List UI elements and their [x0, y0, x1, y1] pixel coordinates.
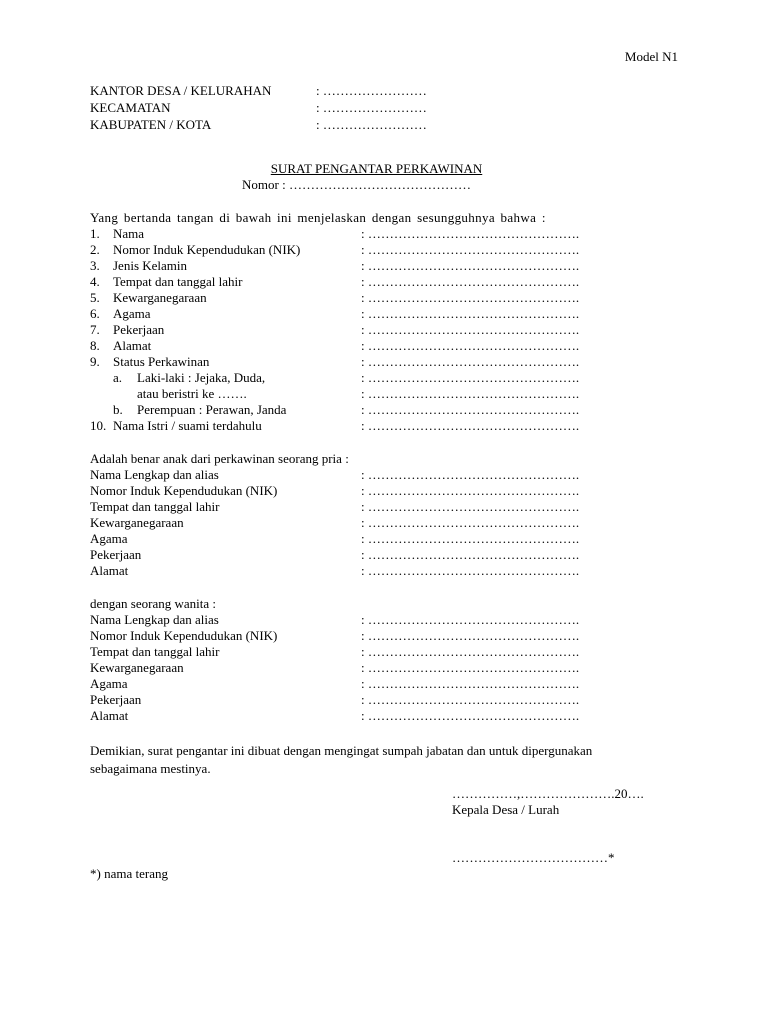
fill-dots: : …………………………………………. [361, 370, 580, 385]
father-intro: Adalah benar anak dari perkawinan seorang pria : [90, 451, 349, 466]
fill-dots: : …………………………………………. [361, 692, 580, 707]
field-label: Nama Lengkap dan alias [90, 612, 219, 627]
field-label: Kewarganegaraan [90, 515, 184, 530]
mother-intro: dengan seorang wanita : [90, 596, 216, 611]
header-value: : …………………… [316, 100, 427, 115]
fill-dots: : …………………………………………. [361, 226, 580, 241]
header-row-kantor [90, 82, 427, 99]
field-row [90, 531, 690, 547]
fill-dots: : …………………………………………. [361, 547, 580, 562]
place-date: ……………,………………….20…. [452, 786, 644, 801]
fill-dots: : …………………………………………. [361, 612, 580, 627]
closing-line: Demikian, surat pengantar ini dibuat dengan mengingat sumpah jabatan dan untuk dipergunakan [90, 743, 593, 758]
header-label: KABUPATEN / KOTA [90, 117, 212, 132]
item-label: Status Perkawinan [113, 354, 210, 369]
field-row [90, 499, 690, 515]
item-row [90, 226, 690, 242]
fill-dots: : …………………………………………. [361, 290, 580, 305]
field-label: Tempat dan tanggal lahir [90, 644, 220, 659]
field-row [90, 692, 690, 708]
field-row [90, 547, 690, 563]
field-label: Tempat dan tanggal lahir [90, 499, 220, 514]
header-row-kabupaten [90, 116, 427, 133]
item-row [90, 338, 690, 354]
mother-section [90, 596, 690, 724]
fill-dots: : …………………………………………. [361, 306, 580, 321]
fill-dots: : …………………………………………. [361, 386, 580, 401]
sub-item-letter: b. [113, 402, 123, 417]
field-row [90, 628, 690, 644]
item-number: 1. [90, 226, 100, 241]
sub-item-row [90, 370, 690, 386]
field-label: Agama [90, 531, 128, 546]
fill-dots: : …………………………………………. [361, 354, 580, 369]
field-label: Kewarganegaraan [90, 660, 184, 675]
fill-dots: : …………………………………………. [361, 499, 580, 514]
sub-item-label: Laki-laki : Jejaka, Duda, [137, 370, 266, 385]
item-row [90, 418, 690, 434]
item-label: Agama [113, 306, 151, 321]
father-section [90, 451, 690, 579]
footnote: *) nama terang [90, 866, 168, 881]
item-row [90, 258, 690, 274]
item-label: Jenis Kelamin [113, 258, 188, 273]
field-row [90, 483, 690, 499]
item-label: Nama [113, 226, 145, 241]
field-label: Nama Lengkap dan alias [90, 467, 219, 482]
item-label: Tempat dan tanggal lahir [113, 274, 243, 289]
field-row [90, 708, 690, 724]
item-row [90, 306, 690, 322]
item-number: 10. [90, 418, 107, 433]
item-number: 7. [90, 322, 100, 337]
field-row [90, 660, 690, 676]
office-header [90, 82, 427, 133]
fill-dots: : …………………………………………. [361, 676, 580, 691]
title-block [0, 161, 768, 193]
field-row [90, 676, 690, 692]
field-label: Pekerjaan [90, 547, 142, 562]
fill-dots: : …………………………………………. [361, 418, 580, 433]
fill-dots: : …………………………………………. [361, 515, 580, 530]
fill-dots: : …………………………………………. [361, 322, 580, 337]
document-title: SURAT PENGANTAR PERKAWINAN [270, 161, 483, 176]
fill-dots: : …………………………………………. [361, 531, 580, 546]
fill-dots: : …………………………………………. [361, 644, 580, 659]
signature-line: ………………………………* [452, 850, 615, 865]
field-row [90, 612, 690, 628]
field-label: Alamat [90, 708, 129, 723]
item-row [90, 242, 690, 258]
fill-dots: : …………………………………………. [361, 628, 580, 643]
item-label: Nama Istri / suami terdahulu [113, 418, 262, 433]
field-row [90, 644, 690, 660]
sub-item-row [90, 402, 690, 418]
fill-dots: : …………………………………………. [361, 242, 580, 257]
header-value: : …………………… [316, 83, 427, 98]
item-label: Kewarganegaraan [113, 290, 207, 305]
fill-dots: : …………………………………………. [361, 338, 580, 353]
item-number: 3. [90, 258, 100, 273]
item-number: 9. [90, 354, 100, 369]
fill-dots: : …………………………………………. [361, 660, 580, 675]
field-row [90, 563, 690, 579]
item-label: Nomor Induk Kependudukan (NIK) [113, 242, 301, 257]
item-row [90, 322, 690, 338]
sub-item-row [90, 386, 690, 402]
header-row-kecamatan [90, 99, 427, 116]
sub-item-label: atau beristri ke ……. [137, 386, 247, 401]
header-label: KANTOR DESA / KELURAHAN [90, 83, 272, 98]
field-row [90, 467, 690, 483]
field-row [90, 515, 690, 531]
fill-dots: : …………………………………………. [361, 467, 580, 482]
item-number: 2. [90, 242, 100, 257]
fill-dots: : …………………………………………. [361, 402, 580, 417]
item-number: 6. [90, 306, 100, 321]
field-label: Alamat [90, 563, 129, 578]
declaration-section [90, 210, 690, 434]
fill-dots: : …………………………………………. [361, 563, 580, 578]
item-number: 5. [90, 290, 100, 305]
intro-text: Yang bertanda tangan di bawah ini menjelaskan dengan sesungguhnya bahwa : [90, 210, 546, 225]
item-number: 8. [90, 338, 100, 353]
field-label: Nomor Induk Kependudukan (NIK) [90, 628, 278, 643]
signer-title: Kepala Desa / Lurah [452, 802, 560, 817]
field-label: Nomor Induk Kependudukan (NIK) [90, 483, 278, 498]
header-value: : …………………… [316, 117, 427, 132]
field-label: Agama [90, 676, 128, 691]
item-row [90, 290, 690, 306]
item-label: Alamat [113, 338, 152, 353]
item-row [90, 354, 690, 370]
item-number: 4. [90, 274, 100, 289]
sub-item-letter: a. [113, 370, 123, 385]
item-label: Pekerjaan [113, 322, 165, 337]
fill-dots: : …………………………………………. [361, 708, 580, 723]
fill-dots: : …………………………………………. [361, 258, 580, 273]
fill-dots: : …………………………………………. [361, 483, 580, 498]
item-row [90, 274, 690, 290]
model-label: Model N1 [624, 49, 678, 64]
sub-item-label: Perempuan : Perawan, Janda [137, 402, 287, 417]
closing-line: sebagaimana mestinya. [90, 761, 211, 776]
document-number: Nomor : …………………………………… [242, 177, 471, 192]
field-label: Pekerjaan [90, 692, 142, 707]
header-label: KECAMATAN [90, 100, 171, 115]
fill-dots: : …………………………………………. [361, 274, 580, 289]
closing-paragraph [90, 742, 690, 778]
